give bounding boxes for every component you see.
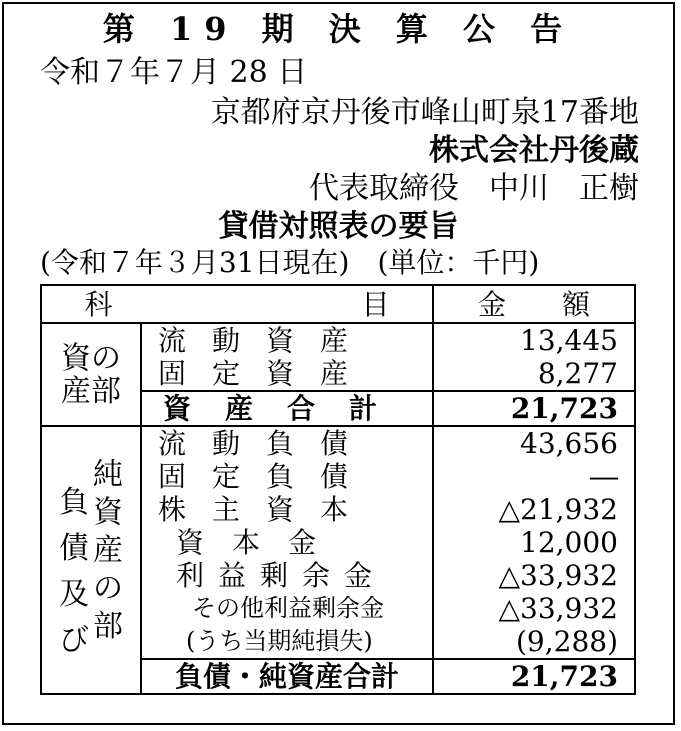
table-header-row (41, 285, 635, 323)
row-value: 8,277 (433, 357, 635, 391)
row-label: 固定負債 (141, 460, 433, 493)
liab-cat-char: 及 (59, 577, 89, 612)
liab-cat-char: び (59, 623, 89, 658)
assets-total-label: 資産合計 (141, 391, 433, 426)
representative-title: 代表取締役 (309, 171, 459, 206)
assets-category (41, 323, 141, 426)
row-value: △33,932 (433, 592, 635, 625)
row-value: 13,445 (433, 323, 635, 357)
liab-cat-char: 負 (59, 485, 89, 520)
row-value: (9,288) (433, 625, 635, 659)
row-label: 利益剰余金 (141, 559, 433, 592)
liab-cat-char: 産 (93, 533, 123, 568)
balance-sheet-title: 貸借対照表の要旨 (218, 209, 459, 244)
row-label: 流動負債 (141, 426, 433, 460)
header-amount: 金 額 (433, 285, 635, 323)
header-kamoku (41, 285, 433, 323)
row-value: △33,932 (433, 559, 635, 592)
row-value: △21,932 (433, 493, 635, 526)
assets-cat-line2: 産部 (61, 373, 121, 409)
row-label: (うち当期純損失) (141, 625, 433, 659)
row-label: 流動資産 (141, 323, 433, 357)
liabilities-cat-columns (42, 456, 140, 664)
row-label: 固定資産 (141, 357, 433, 391)
company-name: 株式会社丹後蔵 (429, 133, 639, 168)
liab-cat-char: 債 (59, 531, 89, 566)
liab-cat-char: 純 (93, 457, 123, 492)
liab-cat-char: 部 (93, 609, 123, 644)
notice-title: 第 19 期 決 算 公 告 (102, 10, 575, 48)
liab-cat-char: 資 (93, 495, 123, 530)
balance-sheet-table (40, 284, 636, 695)
representative (309, 172, 639, 206)
company-address: 京都府京丹後市峰山町泉17番地 (210, 95, 639, 130)
row-value: 43,656 (433, 426, 635, 460)
liabilities-category (41, 426, 141, 694)
unit-label: (単位：千円) (377, 246, 540, 279)
period-and-unit (40, 246, 539, 280)
period-date: (令和７年３月31日現在) (40, 246, 350, 279)
header-kamoku-a: 科 (84, 287, 113, 321)
liabilities-total-value: 21,723 (433, 659, 635, 694)
header-kamoku-b: 目 (361, 287, 390, 321)
row-label: 株主資本 (141, 493, 433, 526)
table-row (41, 426, 635, 460)
row-value: 12,000 (433, 526, 635, 559)
row-label: 資 本 金 (141, 526, 433, 559)
liab-cat-char: の (93, 571, 123, 606)
assets-total-value: 21,723 (433, 391, 635, 426)
assets-cat-line1: 資の (61, 340, 121, 376)
liabilities-total-label: 負債・純資産合計 (141, 659, 433, 694)
table-row (41, 323, 635, 357)
representative-name: 中川 正樹 (489, 171, 639, 206)
row-label: その他利益剰余金 (141, 592, 433, 625)
row-value: ― (433, 460, 635, 493)
notice-date: 令和７年７月 28 日 (40, 55, 308, 90)
